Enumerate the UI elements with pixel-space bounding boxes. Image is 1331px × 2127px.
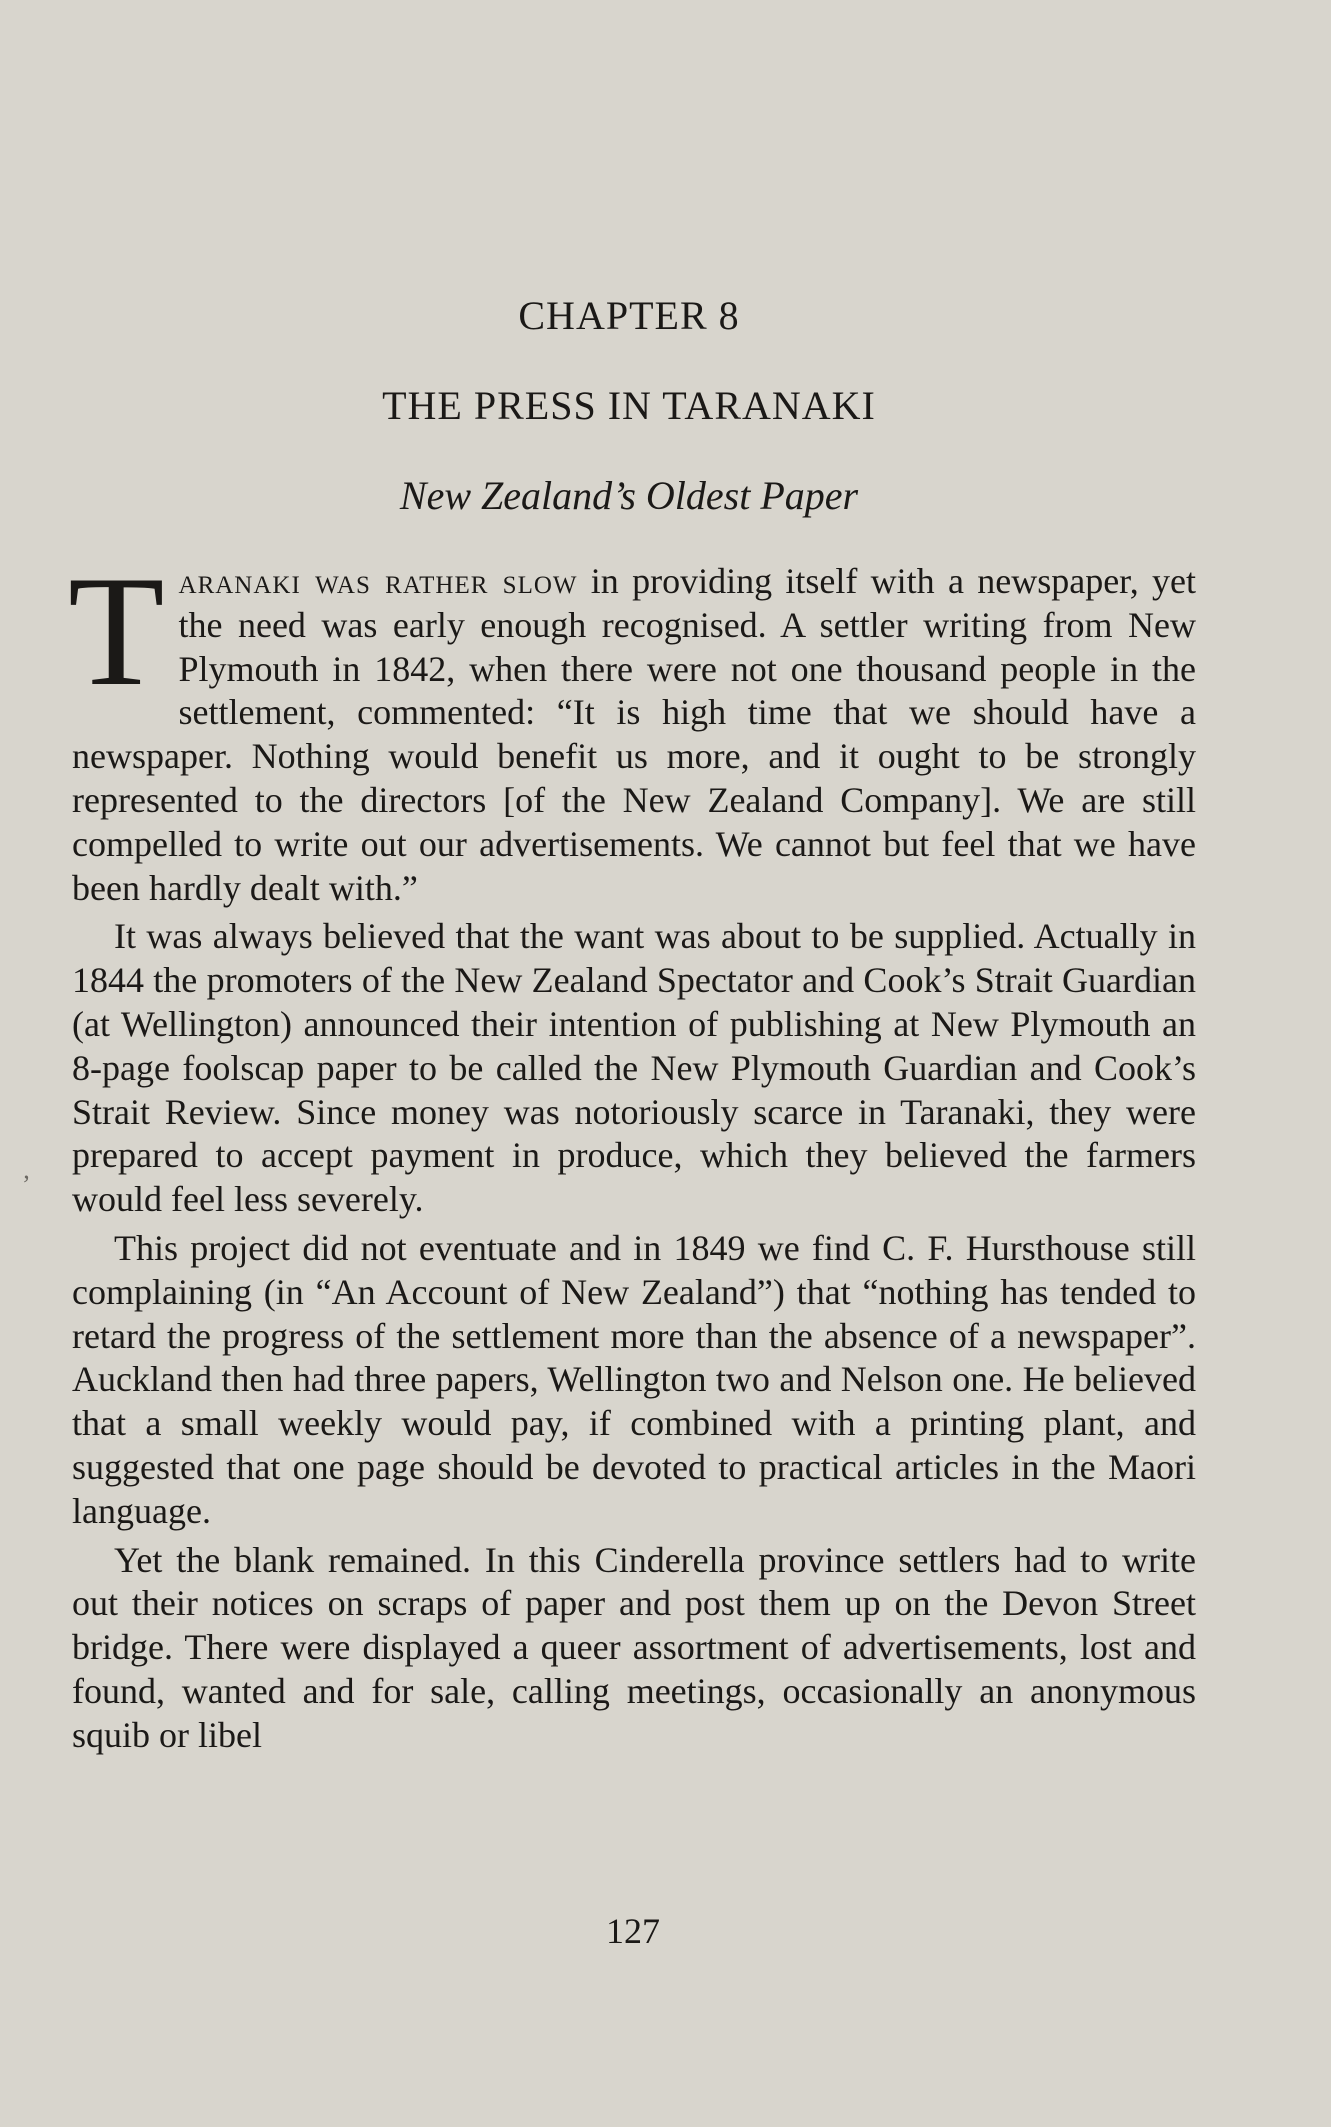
paragraph-3: This project did not eventuate and in 1849 we find C. F. Hursthouse still complaining (in “An Account of New Zealand”) that “nothing has tended to retard the progress of the settlement more than the absence of a newspaper”. Auckland then had three papers, Wellington two and Nelson one. He believed that a small weekly would pay, if combined with a printing plant, and suggested that one page should be devoted to practical articles in the Maori language. <box>72 1227 1196 1531</box>
margin-mark: ‚ <box>22 1155 31 1184</box>
chapter-subtitle: New Zealand’s Oldest Paper <box>399 473 859 518</box>
paragraph-2: It was always believed that the want was about to be supplied. Actually in 1844 the promoters of the New Zealand Spectator and Cook’s Strait Guardian (at Wellington) announced their intention of publishing at New Plymouth an 8-page foolscap paper to be called the New Plymouth Guardian and Cook’s Strait Review. Since money was notoriously scarce in Taranaki, they were prepared to accept payment in produce, which they believed the farmers would feel less severely. <box>72 916 1196 1220</box>
page-number: 127 <box>606 1911 660 1951</box>
paragraph-1 <box>68 544 1196 910</box>
facing-page-bleed-through <box>70 18 1170 129</box>
paragraph-4: Yet the blank remained. In this Cinderella province settlers had to write out their notices on scraps of paper and post them up on the Devon Street bridge. There were displayed a queer assortment of advertisements, lost and found, wanted and for sale, calling meetings, occasionally an anonymous squib or libel <box>72 1539 1196 1755</box>
drop-cap: T <box>68 544 165 719</box>
body-text <box>68 544 1196 1763</box>
chapter-title: THE PRESS IN TARANAKI <box>382 383 876 428</box>
chapter-number: CHAPTER 8 <box>518 293 740 338</box>
opening-words: aranaki was rather slow <box>178 561 578 601</box>
paragraph-1-text: in providing itself with a newspaper, yet the need was early enough recognised. A settler writing from New Plymouth in 1842, when there were not one thousand people in the settlement, commented: “It is high time that we should have a newspaper. Nothing would benefit us more, and it ought to be strongly represented to the directors [of the New Zealand Company]. We are still compelled to write out our advertisements. We cannot but feel that we have been hardly dealt with.” <box>72 561 1196 908</box>
